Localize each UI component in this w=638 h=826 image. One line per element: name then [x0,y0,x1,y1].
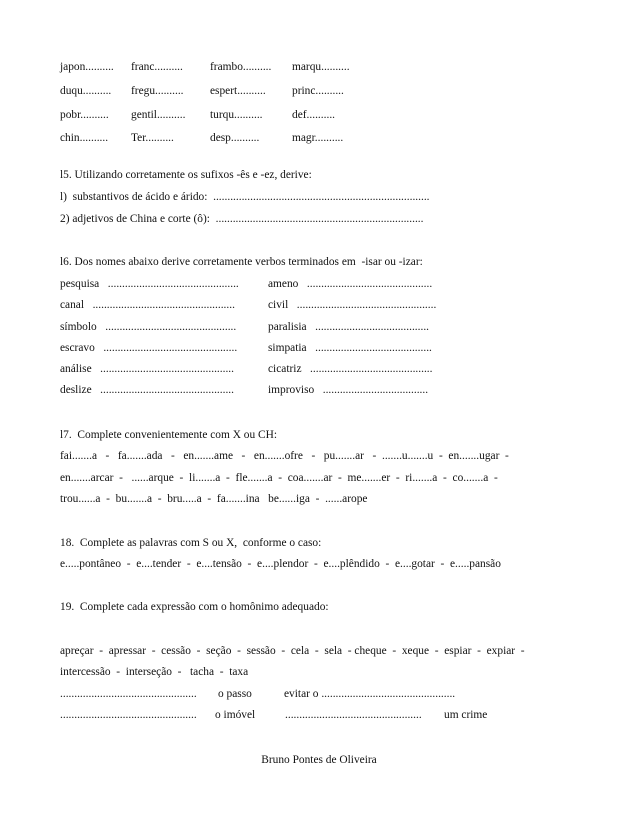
question-16-title: l6. Dos nomes abaixo derive corretamente verbos terminados em -isar ou -izar: [60,256,423,268]
list-item: símbolo .............................................. [60,321,237,333]
phrase-label: um crime [444,709,488,721]
question-19-title: 19. Complete cada expressão com o homônimo adequado: [60,601,329,613]
blank-line: ................................................ [285,709,422,721]
question-15-item-1: l) substantivos de ácido e árido: ............................................................................ [60,191,430,203]
grid-cell: espert.......... [210,85,266,97]
list-item: deslize ............................................... [60,384,235,396]
grid-cell: desp.......... [210,132,260,144]
phrase-label: o passo [218,688,252,700]
list-item: pesquisa .............................................. [60,278,239,290]
question-15-title: l5. Utilizando corretamente os sufixos -ês e -ez, derive: [60,169,312,181]
grid-cell: fregu.......... [131,85,184,97]
question-17-line-2: en.......arcar - ......arque - li.......a - fle.......a - coa.......ar - me.......er - ri.......a - co.......a - [60,472,498,484]
question-19-words-1: apreçar - apressar - cessão - seção - sessão - cela - sela - cheque - xeque - espiar - expiar - [60,645,525,657]
question-17-line-1: fai.......a - fa.......ada - en.......ame - en.......ofre - pu.......ar - .......u.......u - en.......ugar - [60,450,509,462]
phrase-label: evitar o ............................................... [284,688,456,700]
grid-cell: Ter.......... [131,132,174,144]
grid-cell: magr.......... [292,132,344,144]
grid-cell: japon.......... [60,61,114,73]
list-item: simpatia ......................................... [268,342,432,354]
list-item: improviso ..................................... [268,384,429,396]
grid-cell: turqu.......... [210,109,263,121]
grid-cell: chin.......... [60,132,109,144]
question-18-line-1: e.....pontâneo - e....tender - e....tensão - e....plendor - e....plêndido - e....gotar - e.....pansão [60,558,501,570]
question-19-words-2: intercessão - interseção - tacha - taxa [60,666,249,678]
list-item: cicatriz ........................................... [268,363,433,375]
list-item: paralisia ........................................ [268,321,430,333]
question-15-item-2: 2) adjetivos de China e corte (ô): ......................................................................... [60,213,424,225]
question-17-line-3: trou......a - bu.......a - bru.....a - fa.......ina be......iga - ......arope [60,493,368,505]
grid-cell: def.......... [292,109,336,121]
grid-cell: franc.......... [131,61,183,73]
list-item: canal .................................................. [60,299,235,311]
question-18-title: 18. Complete as palavras com S ou X, conforme o caso: [60,537,322,549]
grid-cell: pobr.......... [60,109,109,121]
grid-cell: marqu.......... [292,61,350,73]
grid-cell: princ.......... [292,85,344,97]
author-footer: Bruno Pontes de Oliveira [261,754,377,766]
grid-cell: duqu.......... [60,85,112,97]
blank-line: ................................................ [60,688,197,700]
list-item: escravo ............................................... [60,342,238,354]
list-item: ameno ............................................ [268,278,433,290]
question-17-title: l7. Complete convenientemente com X ou CH: [60,429,278,441]
list-item: civil ................................................. [268,299,437,311]
grid-cell: gentil.......... [131,109,186,121]
grid-cell: frambo.......... [210,61,272,73]
list-item: análise ............................................... [60,363,235,375]
phrase-label: o imóvel [215,709,256,721]
blank-line: ................................................ [60,709,197,721]
